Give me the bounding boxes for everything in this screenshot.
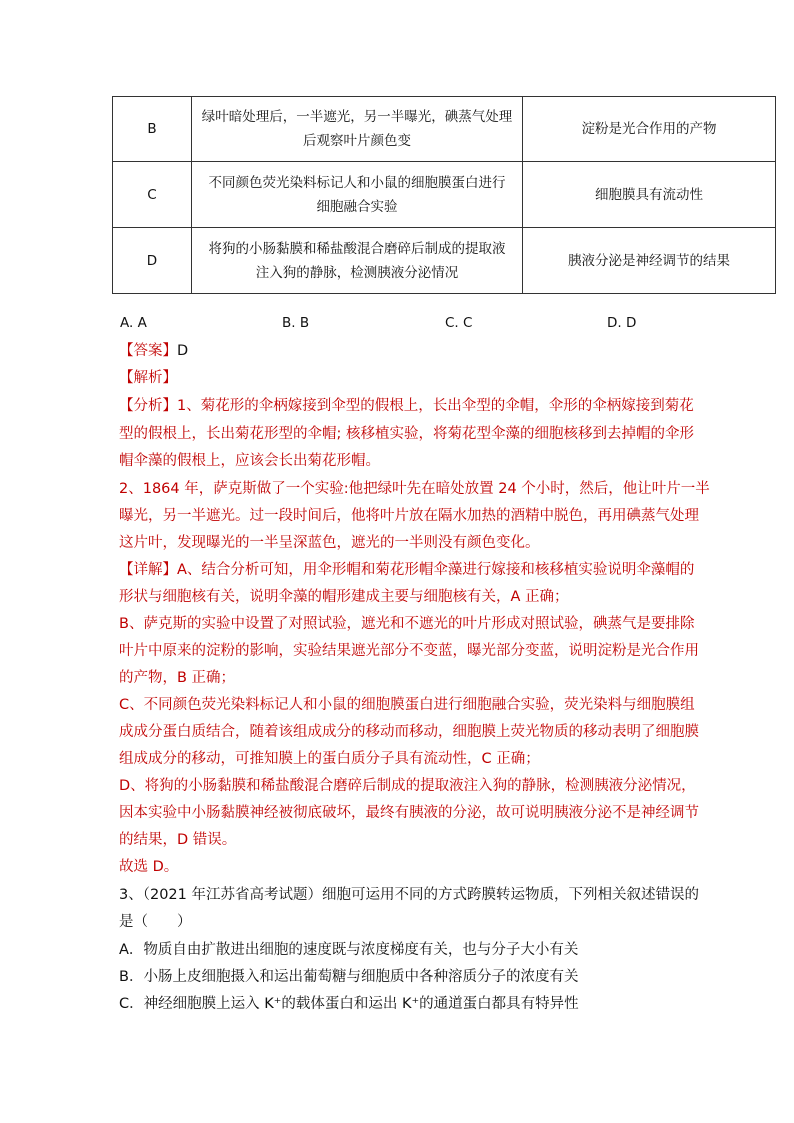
detail-line: 成成分蛋白质结合，随着该组成成分的移动而移动，细胞膜上荧光物质的移动表明了细胞膜	[119, 724, 699, 740]
fenxi-line	[119, 396, 694, 416]
detail-line: C、不同颜色荧光染料标记人和小鼠的细胞膜蛋白进行细胞融合实验，荧光染料与细胞膜组	[119, 697, 695, 713]
row-method	[192, 97, 523, 162]
detail-conclusion: 故选 D。	[119, 859, 179, 875]
detail-tag: 【详解】	[119, 562, 177, 578]
question3-stem: 3、（2021 年江苏省高考试题）细胞可运用不同的方式跨膜转运物质，下列相关叙述错误的	[119, 887, 699, 903]
method-line: 细胞融合实验	[316, 198, 398, 215]
question3-stem: 是（ ）	[119, 914, 192, 930]
answer-line	[119, 341, 188, 361]
option-c: C. C	[445, 315, 473, 331]
detail-line	[119, 560, 694, 580]
fenxi-line: 型的假根上，长出菊花形型的伞帽; 核移植实验，将菊花型伞藻的细胞核移到去掉帽的伞形	[119, 426, 694, 442]
question3-option-b: B．小肠上皮细胞摄入和运出葡萄糖与细胞质中各种溶质分子的浓度有关	[119, 969, 579, 985]
row-label: D	[113, 228, 192, 294]
answer-tag: 【答案】	[119, 343, 177, 359]
detail-line: 形状与细胞核有关，说明伞藻的帽形建成主要与细胞核有关，A 正确；	[119, 589, 569, 605]
answer-value: D	[177, 343, 189, 359]
option-b: B. B	[282, 315, 310, 331]
question3-option-c: C．神经细胞膜上运入 K⁺的载体蛋白和运出 K⁺的通道蛋白都具有特异性	[119, 996, 579, 1012]
detail-text: A、结合分析可知，用伞形帽和菊花形帽伞藻进行嫁接和核移植实验说明伞藻帽的	[177, 562, 695, 578]
answer-options	[120, 315, 720, 337]
method-line: 后观察叶片颜色变	[303, 133, 411, 149]
row-label: B	[113, 97, 192, 162]
fenxi-tag: 【分析】	[119, 398, 177, 414]
row-method	[192, 162, 523, 228]
option-a: A. A	[120, 315, 147, 331]
method-line: 绿叶暗处理后，一半遮光，另一半曝光，碘蒸气处理	[201, 109, 513, 125]
question3-option-a: A．物质自由扩散进出细胞的速度既与浓度梯度有关，也与分子大小有关	[119, 942, 579, 958]
table-row	[113, 228, 776, 294]
option-d: D. D	[607, 315, 637, 331]
history-line: 2、1864 年，萨克斯做了一个实验:他把绿叶先在暗处放置 24 个小时，然后，他让叶片一半	[119, 481, 710, 497]
detail-line: 叶片中原来的淀粉的影响，实验结果遮光部分不变蓝，曝光部分变蓝，说明淀粉是光合作用	[119, 643, 699, 659]
detail-line: 因本实验中小肠黏膜神经被彻底破坏，最终有胰液的分泌，故可说明胰液分泌不是神经调节	[119, 805, 699, 821]
table-row	[113, 97, 776, 162]
history-line: 这片叶，发现曝光的一半呈深蓝色，遮光的一半则没有颜色变化。	[119, 535, 540, 551]
row-method	[192, 228, 523, 294]
row-conclusion: 胰液分泌是神经调节的结果	[523, 228, 776, 294]
detail-line: B、萨克斯的实验中设置了对照试验，遮光和不遮光的叶片形成对照试验，碘蒸气是要排除	[119, 616, 695, 632]
row-label: C	[113, 162, 192, 228]
table-row	[113, 162, 776, 228]
method-line: 将狗的小肠黏膜和稀盐酸混合磨碎后制成的提取液	[208, 240, 506, 257]
experiment-table	[112, 96, 776, 294]
detail-line: 组成成分的移动，可推知膜上的蛋白质分子具有流动性，C 正确；	[119, 751, 540, 767]
method-line: 注入狗的静脉，检测胰液分泌情况	[255, 264, 459, 281]
history-line: 曝光，另一半遮光。过一段时间后，他将叶片放在隔水加热的酒精中脱色，再用碘蒸气处理	[119, 508, 699, 524]
detail-line: 的产物，B 正确；	[119, 670, 236, 686]
fenxi-line: 帽伞藻的假根上，应该会长出菊花形帽。	[119, 453, 380, 469]
detail-line: D、将狗的小肠黏膜和稀盐酸混合磨碎后制成的提取液注入狗的静脉，检测胰液分泌情况，	[119, 778, 696, 794]
row-conclusion: 细胞膜具有流动性	[523, 162, 776, 228]
method-line: 不同颜色荧光染料标记人和小鼠的细胞膜蛋白进行	[208, 174, 506, 191]
analysis-tag: 【解析】	[119, 370, 177, 386]
row-conclusion: 淀粉是光合作用的产物	[523, 97, 776, 162]
detail-line: 的结果，D 错误。	[119, 832, 237, 848]
fenxi-text: 1、菊花形的伞柄嫁接到伞型的假根上，长出伞型的伞帽，伞形的伞柄嫁接到菊花	[177, 398, 694, 414]
